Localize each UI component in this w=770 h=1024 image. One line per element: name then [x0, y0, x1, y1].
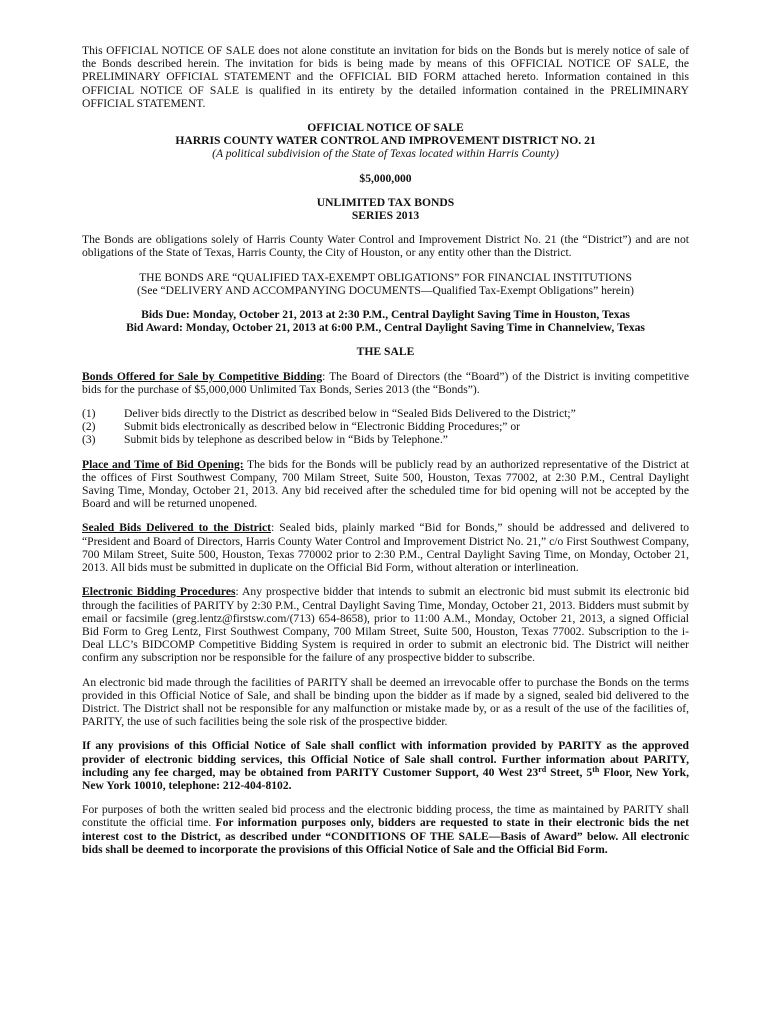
list-item [82, 420, 689, 433]
list-item-text: Submit bids by telephone as described below in “Bids by Telephone.” [124, 433, 448, 447]
purposes-bold-text: For information purposes only, bidders are requested to state in their electronic bids the net interest cost to the District, as described under “CONDITIONS OF THE SALE—Basis of Award” below. All electronic bids shall be deemed to incorporate the provisions of this Official Notice of Sale and the Official Bid Form. [82, 816, 689, 856]
district-subtitle: (A political subdivision of the State of Texas located within Harris County) [212, 147, 559, 161]
conflict-text-part1: If any provisions of this Official Notice of Sale shall conflict with information provided by PARITY as the approved provider of electronic bidding services, this Official Notice of Sale shall control. Further information about PARITY, including any fee charged, may be obtained from PARITY Customer Support, 40 West 23 [82, 739, 689, 779]
bond-name-block [82, 196, 689, 222]
sealed-bids-heading: Sealed Bids Delivered to the District [82, 521, 272, 535]
bid-award: Bid Award: Monday, October 21, 2013 at 6:00 P.M., Central Daylight Saving Time in Channelview, Texas [126, 321, 645, 335]
conflict-superscript-rd: rd [538, 764, 547, 774]
obligations-paragraph: The Bonds are obligations solely of Harris County Water Control and Improvement District No. 21 (the “District”) and are not obligations of the State of Texas, Harris County, the City of Houston, or any entity other than the District. [82, 233, 689, 260]
conflict-paragraph [82, 739, 689, 792]
offered-heading: Bonds Offered for Sale by Competitive Bidding [82, 369, 323, 383]
document-page [82, 44, 689, 867]
bond-amount: $5,000,000 [359, 171, 412, 185]
section-heading-the-sale: THE SALE [356, 345, 415, 359]
offered-paragraph [82, 370, 689, 396]
sealed-bids-paragraph [82, 521, 689, 574]
notice-title: OFFICIAL NOTICE OF SALE [307, 121, 464, 135]
title-block [82, 121, 689, 161]
offered-text: : The Board of Directors (the “Board”) of the District is inviting competitive bids for the purchase of $5,000,000 Unlimited Tax Bonds, Series 2013 (the “Bonds”). [82, 369, 690, 396]
list-item [82, 433, 689, 446]
conflict-text-part3: Floor, New York, New York 10010, telephone: 212-404-8102. [82, 765, 689, 792]
place-time-heading: Place and Time of Bid Opening: [82, 457, 244, 471]
qualified-line: THE BONDS ARE “QUALIFIED TAX-EXEMPT OBLIGATIONS” FOR FINANCIAL INSTITUTIONS [139, 270, 632, 284]
irrevocable-paragraph: An electronic bid made through the facilities of PARITY shall be deemed an irrevocable offer to purchase the Bonds on the terms provided in this Official Notice of Sale, and shall be binding upon the bidder as if made by a signed, sealed bid delivered to the District. The District shall not be responsible for any malfunction or mistake made by, or as a result of the use of the facilities of, PARITY, the use of such facilities being the sole risk of the prospective bidder. [82, 675, 689, 729]
place-time-text: The bids for the Bonds will be publicly read by an authorized representative of the District at the offices of First Southwest Company, 700 Milam Street, Suite 500, Houston, Texas 77002, at 2:30 P.M., Central Daylight Saving Time, Monday, October 21, 2013. Any bid received after the scheduled time for bid opening will not be accepted by the Board and will be returned unopened. [82, 457, 689, 511]
district-title: HARRIS COUNTY WATER CONTROL AND IMPROVEMENT DISTRICT NO. 21 [175, 134, 596, 148]
purposes-text: For purposes of both the written sealed bid process and the electronic bidding process, the time as maintained by PARITY shall constitute the official time. [82, 803, 689, 830]
list-item [82, 407, 689, 420]
list-item-text: Submit bids electronically as described below in “Electronic Bidding Procedures;” or [124, 420, 521, 434]
electronic-bidding-paragraph [82, 585, 689, 664]
conflict-superscript-th: th [592, 764, 600, 774]
list-item-text: Deliver bids directly to the District as described below in “Sealed Bids Delivered to the District;” [124, 407, 576, 421]
sealed-bids-text: : Sealed bids, plainly marked “Bid for Bonds,” should be addressed and delivered to “President and Board of Directors, Harris County Water Control and Improvement District No. 21,” c/o First Southwest Company, 700 Milam Street, Suite 500, Houston, Texas 770002 prior to 2:30 P.M., Central Daylight Saving Time, on Monday, October 21, 2013. All bids must be submitted in duplicate on the Official Bid Form, without alteration or interlineation. [82, 521, 689, 575]
bond-type: UNLIMITED TAX BONDS [316, 195, 455, 209]
list-item-number: (2) [82, 420, 96, 434]
bid-dates-block [82, 308, 689, 334]
place-time-paragraph [82, 458, 689, 511]
electronic-bidding-text: : Any prospective bidder that intends to submit an electronic bid must submit its electronic bid through the facilities of PARITY by 2:30 P.M., Central Daylight Saving Time, Monday, October 21, 2013. Bidders must submit by email or facsimile (greg.lentz@firstsw.com/(713) 654-8658), prior to 11:00 A.M., Monday, October 21, 2013, a signed Official Bid Form to Greg Lentz, First Southwest Company, 700 Milam Street, Suite 500, Houston, Texas 77002. Subscription to the i-Deal LLC’s BIDCOMP Competitive Bidding System is required in order to submit an electronic bid. The District will neither confirm any subscription nor be responsible for the failure of any prospective bidder to subscribe. [82, 585, 689, 665]
list-item-number: (1) [82, 407, 96, 421]
electronic-bidding-heading: Electronic Bidding Procedures [82, 585, 236, 599]
bid-methods-list [82, 407, 689, 447]
qualified-reference: (See “DELIVERY AND ACCOMPANYING DOCUMENTS—Qualified Tax-Exempt Obligations” herein) [137, 283, 634, 297]
conflict-text-part2: Street, 5 [546, 765, 593, 779]
purposes-paragraph [82, 803, 689, 856]
list-item-number: (3) [82, 433, 96, 447]
qualified-block [82, 271, 689, 297]
bond-series: SERIES 2013 [351, 209, 420, 223]
intro-paragraph: This OFFICIAL NOTICE OF SALE does not alone constitute an invitation for bids on the Bonds but is merely notice of sale of the Bonds described herein. The invitation for bids is being made by means of this OFFICIAL NOTICE OF SALE, the PRELIMINARY OFFICIAL STATEMENT and the OFFICIAL BID FORM attached hereto. Information contained in this OFFICIAL NOTICE OF SALE is qualified in its entirety by the detailed information contained in the PRELIMINARY OFFICIAL STATEMENT. [82, 44, 689, 110]
bids-due: Bids Due: Monday, October 21, 2013 at 2:30 P.M., Central Daylight Saving Time in Houston, Texas [141, 308, 630, 322]
